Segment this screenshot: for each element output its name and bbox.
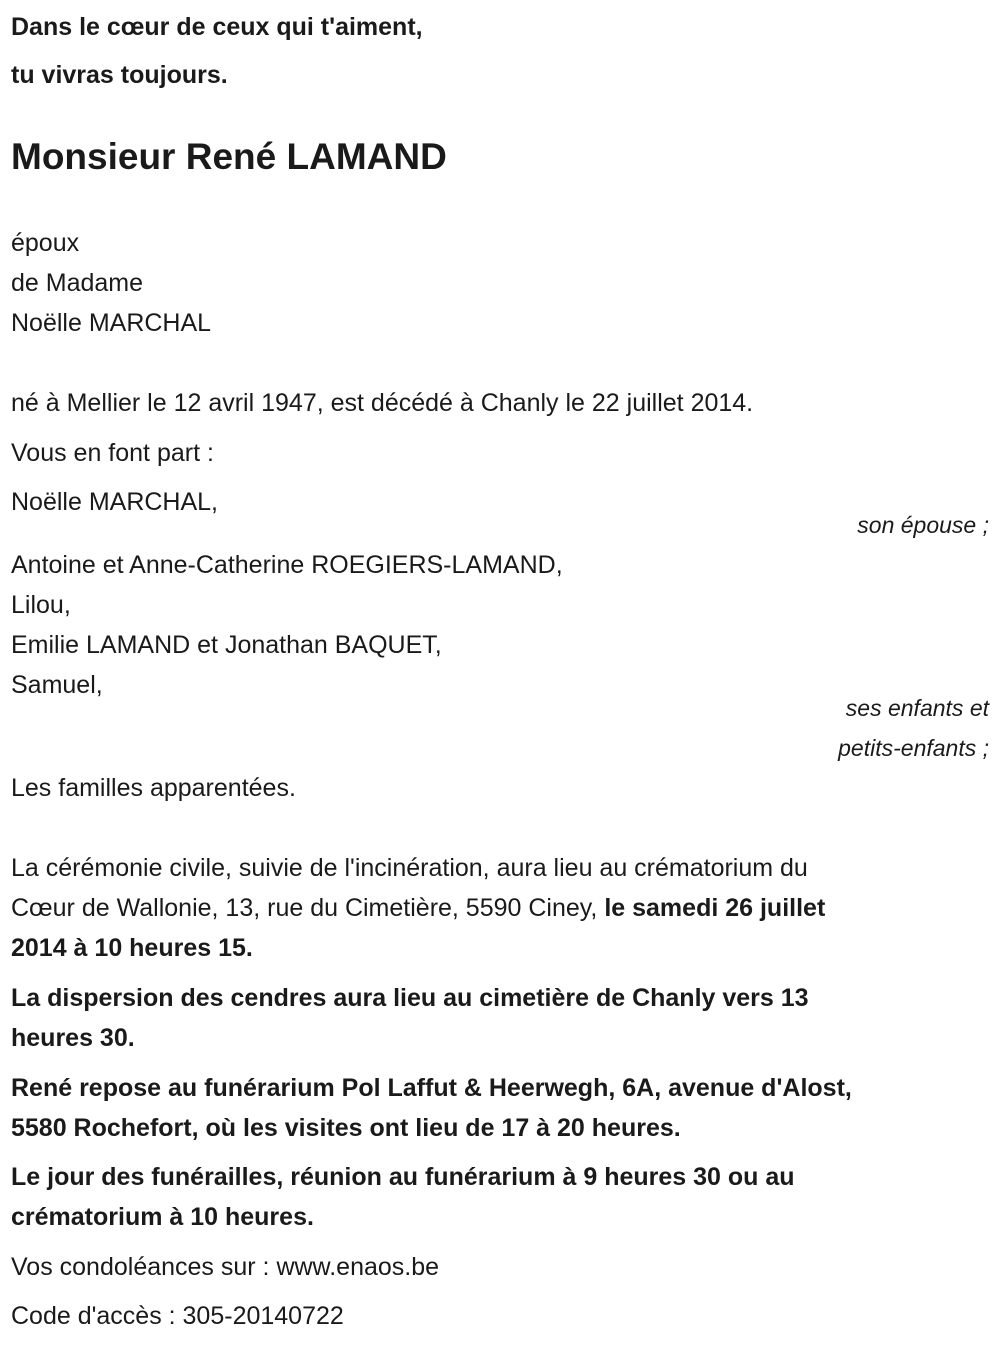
- deceased-name: Monsieur René LAMAND: [11, 136, 447, 177]
- family-spouse: Noëlle MARCHAL,: [11, 488, 219, 516]
- funeral-day-line-2: crématorium à 10 heures.: [11, 1203, 314, 1231]
- ceremony-line-1: La cérémonie civile, suivie de l'incinération, aura lieu au crématorium du: [11, 854, 808, 882]
- spouse-intro-2: de Madame: [11, 269, 144, 297]
- children-role-1: ses enfants et: [845, 695, 989, 721]
- repose-line-2: 5580 Rochefort, où les visites ont lieu de 17 à 20 heures.: [11, 1114, 681, 1142]
- ceremony-date: le samedi 26 juillet: [604, 894, 826, 922]
- family-child: Emilie LAMAND et Jonathan BAQUET,: [11, 631, 442, 659]
- family-child: Samuel,: [11, 671, 103, 699]
- access-code: Code d'accès : 305-20140722: [11, 1302, 344, 1330]
- dispersion-line-2: heures 30.: [11, 1024, 135, 1052]
- children-role-2: petits-enfants ;: [838, 735, 989, 761]
- spouse-intro-3: Noëlle MARCHAL: [11, 309, 212, 337]
- family-child: Antoine et Anne-Catherine ROEGIERS-LAMAND,: [11, 551, 563, 579]
- announce: Vous en font part :: [11, 439, 214, 467]
- dispersion-line-1: La dispersion des cendres aura lieu au cimetière de Chanly vers 13: [11, 984, 809, 1012]
- epitaph-line-1: Dans le cœur de ceux qui t'aiment,: [11, 13, 423, 41]
- condolences: Vos condoléances sur : www.enaos.be: [11, 1253, 440, 1281]
- repose-line-1: René repose au funérarium Pol Laffut & Heerwegh, 6A, avenue d'Alost,: [11, 1074, 852, 1102]
- birth-death: né à Mellier le 12 avril 1947, est décédé à Chanly le 22 juillet 2014.: [11, 389, 754, 417]
- ceremony-place: Cœur de Wallonie, 13, rue du Cimetière, 5590 Ciney,: [11, 894, 605, 922]
- relatives: Les familles apparentées.: [11, 774, 296, 802]
- epitaph-line-2: tu vivras toujours.: [11, 61, 228, 89]
- family-child: Lilou,: [11, 591, 71, 619]
- funeral-day-line-1: Le jour des funérailles, réunion au funérarium à 9 heures 30 ou au: [11, 1163, 795, 1191]
- spouse-intro-1: époux: [11, 229, 80, 257]
- family-spouse-role: son épouse ;: [857, 512, 989, 538]
- ceremony-line-3: 2014 à 10 heures 15.: [11, 934, 253, 962]
- ceremony-line-2: [11, 888, 825, 928]
